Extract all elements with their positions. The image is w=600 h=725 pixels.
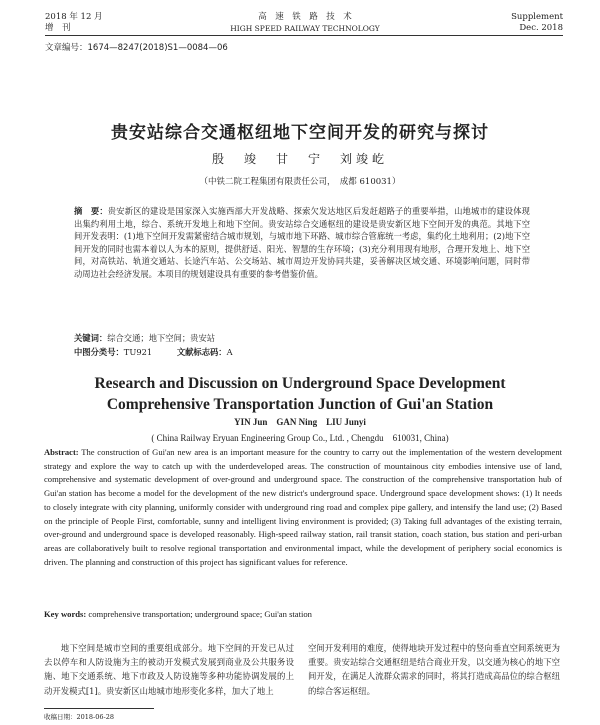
journal-name-en: HIGH SPEED RAILWAY TECHNOLOGY	[230, 24, 380, 33]
body-left-column: 地下空间是城市空间的重要组成部分。地下空间的开发已从过去以停车和人防设施为主的被动开发模式发展到商业及公共服务设施、地下交通系统、地下市政及人防设施等多种功能协调发展的上动开发模式[1]。贵安新区山地城市地形变化多样，加大了地上	[44, 643, 294, 696]
title-en-line2: Comprehensive Transportation Junction of Gui'an Station	[106, 396, 494, 413]
abstract-en-text: The construction of Gui'an new area is an important measure for the country to carry out the implementation of the western development strategy and explore the way to catch up with the underdeveloped areas. The construction of mountainous city embodies intensive use of land, comprehensive and systematic development of over-ground and underground space. The construction of the comprehensive transportation hub of Gui'an station has become a model for the development of the new district's underground space. Underground space development shows: (1) It needs to closely integrate with city planning, uniformly consider with underground ring road and complex pipe gallery, and intensify the land use; (2) Based on the principle of People First, comfortable, sunny and intelligent living environment is provided; (3) Taking full advantages of the existing terrain, over-ground and underground space is developed reasonably. High-speed railway station, rail transit station, coach station, bus station and peri-urban areas are collaboratively built to resolve regional transportation and environmental impact, while the development of periphery social economics is driven. The planning and construction of this project has significant values for reference.	[44, 447, 562, 567]
keywords-cn-text: 综合交通；地下空间；贵安站	[107, 333, 216, 343]
doc-code-value: A	[226, 347, 233, 357]
header-right	[511, 12, 563, 34]
header-journal	[215, 12, 395, 34]
header-date: 2018 年 12 月	[45, 12, 103, 22]
keywords-cn-label: 关键词：	[74, 333, 108, 343]
header-supplement: Supplement	[511, 12, 563, 22]
keywords-en-label: Key words:	[44, 609, 87, 619]
clc-value: TU921	[123, 347, 153, 357]
header-divider	[45, 35, 563, 36]
keywords-english	[44, 609, 562, 619]
doc-code-label: 文献标志码：	[176, 347, 227, 357]
abstract-en-label: Abstract:	[44, 447, 79, 457]
authors-chinese: 殷 竣 甘 宁 刘竣屹	[211, 152, 388, 166]
footnote-divider	[44, 708, 154, 709]
authors-english: YIN Jun GAN Ning LIU Junyi	[234, 417, 366, 427]
title-chinese: 贵安站综合交通枢纽地下空间开发的研究与探讨	[111, 123, 489, 143]
keywords-chinese	[74, 332, 530, 344]
abstract-english	[44, 446, 562, 569]
abstract-cn-text: 贵安新区的建设是国家深入实施西部大开发战略、探索欠发达地区后发赶超路子的重要举措，山地城市的建设体现出集约利用土地，综合、系统开发地上和地下空间。贵安站综合交通枢纽的建设是贵安新区地下空间开发的典范。其地下空间开发表明：(1)地下空间开发需紧密结合城市规划，与城市地下环路、城市综合管廊统一考虑，集约化土地利用；(2)地下空间开发的同时也需本着以人为本的原则，提供舒适、阳光、智慧的生存环境；(3)充分利用现有地形，合理开发地上、地下空间，对高铁站、轨道交通站、长途汽车站、公交场站、城市周边开发协同共建，妥善解决区域交通、环境影响问题，同时带动周边社会经济发展。本项目的规划建设具有重要的参考借鉴价值。	[74, 206, 530, 279]
abstract-cn-label: 摘 要：	[74, 206, 108, 216]
affiliation-chinese: （中铁二院工程集团有限责任公司， 成都 610031）	[199, 177, 401, 187]
keywords-en-text: comprehensive transportation; underground space; Gui'an station	[88, 609, 312, 619]
clc-label: 中图分类号：	[74, 347, 124, 357]
title-english	[40, 373, 560, 415]
body-right-column: 空间开发利用的难度，使得地块开发过程中的竖向垂直空间系统更为重要。贵安站综合交通枢纽是结合商业开发，以交通为核心的地下空间开发，在满足人流群众需求的同时，将其打造成高品位的综合枢纽的综合客运枢纽。	[308, 643, 560, 696]
article-number: 文章编号：1674—8247(2018)S1—0084—06	[45, 43, 228, 53]
journal-name-cn: 高 速 铁 路 技 术	[258, 12, 352, 22]
header-left	[45, 12, 103, 34]
classification-chinese	[74, 346, 530, 358]
running-header	[45, 12, 563, 34]
affiliation-english: ( China Railway Eryuan Engineering Group Co., Ltd. , Chengdu 610031, China)	[151, 433, 449, 443]
received-date-footnote: 收稿日期：2018-06-28	[44, 713, 114, 721]
header-month: Dec. 2018	[519, 23, 563, 33]
title-en-line1: Research and Discussion on Underground Space Development	[94, 375, 506, 392]
header-issue: 增 刊	[45, 23, 71, 33]
abstract-chinese	[74, 205, 530, 281]
